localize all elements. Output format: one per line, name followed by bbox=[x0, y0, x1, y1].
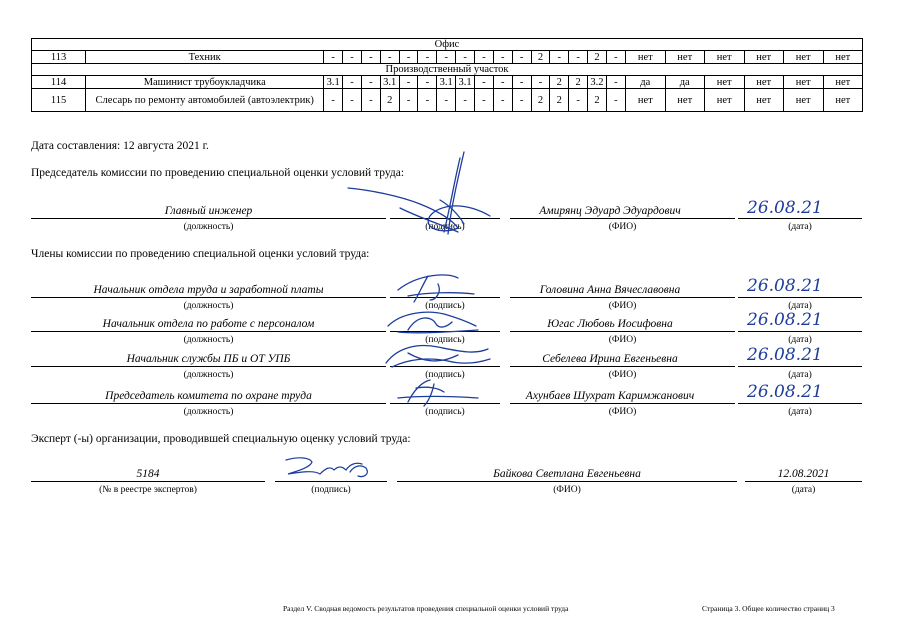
member-signature-caption: (подпись) bbox=[425, 335, 465, 345]
table-cell: - bbox=[418, 76, 437, 89]
table-cell: 2 bbox=[588, 51, 607, 64]
expert-fio: Байкова Светлана Евгеньевна bbox=[493, 468, 641, 480]
table-cell: - bbox=[493, 76, 512, 89]
table-cell: 2 bbox=[531, 89, 550, 112]
member-signature bbox=[378, 376, 498, 410]
table-cell: 3.1 bbox=[380, 76, 399, 89]
table-cell: - bbox=[512, 51, 531, 64]
member-date-caption: (дата) bbox=[788, 407, 812, 417]
chairman-signature-caption: (подпись) bbox=[425, 222, 465, 232]
table-cell: нет bbox=[704, 76, 744, 89]
table-cell: нет bbox=[783, 89, 823, 112]
job-title: Техник bbox=[86, 51, 324, 64]
table-cell: нет bbox=[665, 89, 704, 112]
row-number: 113 bbox=[32, 51, 86, 64]
table-cell: 2 bbox=[550, 89, 569, 112]
member-date-handwritten bbox=[742, 308, 842, 335]
expert-date-caption: (дата) bbox=[791, 485, 816, 495]
svg-text:26.08.21: 26.08.21 bbox=[747, 345, 823, 365]
section-row bbox=[32, 64, 863, 76]
table-cell: - bbox=[606, 51, 625, 64]
table-cell: - bbox=[380, 51, 399, 64]
member-fio: Югас Любовь Иосифовна bbox=[547, 318, 673, 330]
table-cell: нет bbox=[704, 51, 744, 64]
section-title: Офис bbox=[32, 39, 863, 51]
table-cell: 3.1 bbox=[437, 76, 456, 89]
member-fio-caption: (ФИО) bbox=[608, 301, 637, 311]
table-row bbox=[32, 51, 863, 64]
member-date-handwritten bbox=[742, 343, 842, 370]
summary-table bbox=[31, 38, 863, 112]
member-position-caption: (должность) bbox=[183, 370, 234, 380]
table-cell: - bbox=[399, 89, 418, 112]
footer-page: Страница 3. Общее количество страниц 3 bbox=[702, 604, 835, 613]
expert-heading: Эксперт (-ы) организации, проводившей специальную оценку условий труда: bbox=[31, 433, 411, 445]
svg-text:26.08.21: 26.08.21 bbox=[747, 276, 823, 296]
table-cell: 2 bbox=[550, 76, 569, 89]
table-cell: - bbox=[343, 89, 362, 112]
member-position: Начальник отдела по работе с персоналом bbox=[102, 318, 315, 330]
chairman-fio-caption: (ФИО) bbox=[608, 222, 637, 232]
section-title: Производственный участок bbox=[32, 64, 863, 76]
member-fio: Ахунбаев Шухрат Каримжанович bbox=[525, 390, 695, 402]
table-cell: - bbox=[569, 51, 588, 64]
table-row bbox=[32, 89, 863, 112]
chairman-fio: Амирянц Эдуард Эдуардович bbox=[539, 205, 681, 217]
table-cell: - bbox=[493, 89, 512, 112]
table-cell: нет bbox=[823, 51, 862, 64]
chairman-date-caption: (дата) bbox=[788, 222, 812, 232]
member-signature bbox=[378, 304, 498, 338]
expert-date: 12.08.2021 bbox=[777, 468, 830, 480]
member-position: Начальник отдела труда и заработной платы bbox=[93, 284, 324, 296]
member-position-caption: (должность) bbox=[183, 301, 234, 311]
table-cell: - bbox=[474, 76, 493, 89]
table-cell: - bbox=[343, 51, 362, 64]
member-position-caption: (должность) bbox=[183, 407, 234, 417]
table-cell: - bbox=[399, 51, 418, 64]
table-cell: нет bbox=[625, 89, 665, 112]
table-cell: нет bbox=[625, 51, 665, 64]
expert-reg-caption: (№ в реестре экспертов) bbox=[99, 485, 197, 495]
table-cell: нет bbox=[744, 51, 783, 64]
table-cell: 2 bbox=[569, 76, 588, 89]
section-row bbox=[32, 39, 863, 51]
table-cell: - bbox=[324, 89, 343, 112]
row-number: 115 bbox=[32, 89, 86, 112]
table-cell: - bbox=[399, 76, 418, 89]
table-cell: - bbox=[474, 51, 493, 64]
svg-text:26.08.21: 26.08.21 bbox=[747, 310, 823, 330]
svg-text:26.08.21: 26.08.21 bbox=[747, 198, 823, 218]
chairman-position-caption: (должность) bbox=[183, 222, 234, 232]
table-cell: - bbox=[606, 89, 625, 112]
table-cell: - bbox=[512, 89, 531, 112]
table-cell: да bbox=[665, 76, 704, 89]
table-cell: - bbox=[456, 51, 475, 64]
table-cell: 3.1 bbox=[324, 76, 343, 89]
table-cell: - bbox=[456, 89, 475, 112]
table-cell: - bbox=[361, 76, 380, 89]
table-cell: - bbox=[437, 89, 456, 112]
table-cell: - bbox=[531, 76, 550, 89]
table-cell: - bbox=[418, 89, 437, 112]
member-date-caption: (дата) bbox=[788, 335, 812, 345]
job-title: Машинист трубоукладчика bbox=[86, 76, 324, 89]
table-cell: - bbox=[437, 51, 456, 64]
member-signature-caption: (подпись) bbox=[425, 407, 465, 417]
table-cell: - bbox=[512, 76, 531, 89]
member-fio: Себелева Ирина Евгеньевна bbox=[542, 353, 678, 365]
expert-fio-caption: (ФИО) bbox=[553, 485, 581, 495]
member-signature bbox=[378, 270, 498, 304]
table-cell: нет bbox=[783, 76, 823, 89]
member-signature-caption: (подпись) bbox=[425, 370, 465, 380]
member-fio: Головина Анна Вячеславовна bbox=[539, 284, 681, 296]
member-position: Председатель комитета по охране труда bbox=[105, 390, 312, 402]
member-fio-caption: (ФИО) bbox=[608, 407, 637, 417]
table-cell: - bbox=[474, 89, 493, 112]
table-cell: - bbox=[606, 76, 625, 89]
member-fio-caption: (ФИО) bbox=[608, 370, 637, 380]
expert-signature-caption: (подпись) bbox=[311, 485, 351, 495]
member-position-caption: (должность) bbox=[183, 335, 234, 345]
expert-signature bbox=[280, 452, 380, 482]
table-cell: нет bbox=[665, 51, 704, 64]
table-cell: нет bbox=[783, 51, 823, 64]
table-cell: 3.2 bbox=[588, 76, 607, 89]
table-cell: - bbox=[493, 51, 512, 64]
table-cell: - bbox=[361, 89, 380, 112]
member-signature-caption: (подпись) bbox=[425, 301, 465, 311]
table-cell: нет bbox=[823, 89, 862, 112]
chairman-position: Главный инженер bbox=[164, 205, 253, 217]
footer-section: Раздел V. Сводная ведомость результатов проведения специальной оценки условий труда bbox=[283, 604, 569, 613]
member-date-handwritten bbox=[742, 274, 842, 301]
member-date-handwritten bbox=[742, 380, 842, 407]
svg-text:26.08.21: 26.08.21 bbox=[747, 382, 823, 402]
table-cell: 3.1 bbox=[456, 76, 475, 89]
table-cell: - bbox=[550, 51, 569, 64]
table-cell: 2 bbox=[531, 51, 550, 64]
table-cell: нет bbox=[744, 89, 783, 112]
table-cell: 2 bbox=[588, 89, 607, 112]
table-cell: нет bbox=[823, 76, 862, 89]
chairman-heading: Председатель комиссии по проведению специальной оценки условий труда: bbox=[31, 167, 405, 179]
member-date-caption: (дата) bbox=[788, 370, 812, 380]
job-title: Слесарь по ремонту автомобилей (автоэлектрик) bbox=[86, 89, 324, 112]
table-cell: - bbox=[324, 51, 343, 64]
chairman-date-handwritten bbox=[742, 196, 832, 223]
table-cell: 2 bbox=[380, 89, 399, 112]
table-cell: нет bbox=[704, 89, 744, 112]
table-cell: - bbox=[361, 51, 380, 64]
members-heading: Члены комиссии по проведению специальной оценки условий труда: bbox=[31, 248, 370, 260]
member-signature bbox=[378, 339, 498, 373]
expert-reg-no: 5184 bbox=[136, 468, 160, 480]
member-fio-caption: (ФИО) bbox=[608, 335, 637, 345]
table-row bbox=[32, 76, 863, 89]
table-cell: да bbox=[625, 76, 665, 89]
chairman-signature bbox=[340, 148, 500, 238]
table-cell: нет bbox=[744, 76, 783, 89]
table-cell: - bbox=[343, 76, 362, 89]
table-cell: - bbox=[569, 89, 588, 112]
member-position: Начальник службы ПБ и ОТ УПБ bbox=[126, 353, 291, 365]
table-cell: - bbox=[418, 51, 437, 64]
compiled-date: Дата составления: 12 августа 2021 г. bbox=[31, 140, 209, 152]
row-number: 114 bbox=[32, 76, 86, 89]
member-date-caption: (дата) bbox=[788, 301, 812, 311]
